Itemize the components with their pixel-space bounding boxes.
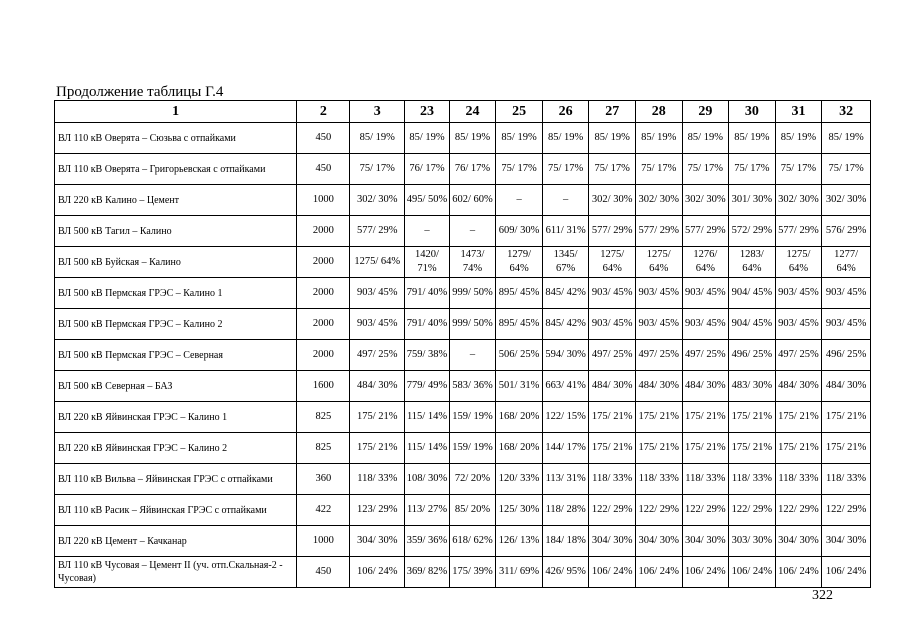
load-cell: 106/ 24% xyxy=(635,557,682,588)
table-row xyxy=(55,247,871,278)
load-cell: 106/ 24% xyxy=(682,557,729,588)
load-cell: 311/ 69% xyxy=(496,557,543,588)
load-cell: 122/ 29% xyxy=(729,495,776,526)
capacity-cell: 1600 xyxy=(297,371,350,402)
load-cell: 106/ 24% xyxy=(775,557,822,588)
load-cell: 845/ 42% xyxy=(542,278,589,309)
load-cell: 76/ 17% xyxy=(449,154,496,185)
line-name-cell: ВЛ 110 кВ Вильва – Яйвинская ГРЭС с отпайками xyxy=(55,464,297,495)
load-cell: 791/ 40% xyxy=(405,278,449,309)
load-cell: 175/ 21% xyxy=(775,402,822,433)
load-cell: 903/ 45% xyxy=(822,309,871,340)
line-name-cell: ВЛ 220 кВ Калино – Цемент xyxy=(55,185,297,216)
load-cell: 168/ 20% xyxy=(496,433,543,464)
load-cell: 115/ 14% xyxy=(405,402,449,433)
line-name-cell: ВЛ 500 кВ Пермская ГРЭС – Калино 2 xyxy=(55,309,297,340)
load-cell: 663/ 41% xyxy=(542,371,589,402)
load-cell: 602/ 60% xyxy=(449,185,496,216)
load-cell: 175/ 21% xyxy=(350,402,405,433)
load-cell: 301/ 30% xyxy=(729,185,776,216)
load-cell: 85/ 19% xyxy=(589,123,636,154)
load-cell: 120/ 33% xyxy=(496,464,543,495)
load-cell: 85/ 20% xyxy=(449,495,496,526)
load-cell: 999/ 50% xyxy=(449,309,496,340)
load-cell: 122/ 29% xyxy=(682,495,729,526)
load-cell: 1420/ 71% xyxy=(405,247,449,278)
load-cell: 999/ 50% xyxy=(449,278,496,309)
table-row xyxy=(55,309,871,340)
load-cell: 75/ 17% xyxy=(635,154,682,185)
load-cell: 484/ 30% xyxy=(635,371,682,402)
load-cell: 75/ 17% xyxy=(729,154,776,185)
line-name-cell: ВЛ 220 кВ Яйвинская ГРЭС – Калино 1 xyxy=(55,402,297,433)
load-cell: 572/ 29% xyxy=(729,216,776,247)
load-cell: 577/ 29% xyxy=(682,216,729,247)
load-cell: 75/ 17% xyxy=(589,154,636,185)
load-cell: 175/ 21% xyxy=(635,402,682,433)
load-cell: 85/ 19% xyxy=(542,123,589,154)
load-cell: 75/ 17% xyxy=(542,154,589,185)
load-cell: 85/ 19% xyxy=(635,123,682,154)
load-cell: 1275/ 64% xyxy=(635,247,682,278)
capacity-cell: 422 xyxy=(297,495,350,526)
table-row xyxy=(55,557,871,588)
capacity-cell: 1000 xyxy=(297,526,350,557)
load-cell: 106/ 24% xyxy=(729,557,776,588)
load-cell: 577/ 29% xyxy=(589,216,636,247)
load-cell: 118/ 33% xyxy=(822,464,871,495)
column-header: 29 xyxy=(682,101,729,123)
load-cell: 122/ 15% xyxy=(542,402,589,433)
load-cell: 576/ 29% xyxy=(822,216,871,247)
table-row xyxy=(55,123,871,154)
load-cell: 791/ 40% xyxy=(405,309,449,340)
load-cell: – xyxy=(449,340,496,371)
load-cell: 175/ 21% xyxy=(822,402,871,433)
column-header: 24 xyxy=(449,101,496,123)
load-cell: 903/ 45% xyxy=(350,278,405,309)
load-cell: 106/ 24% xyxy=(822,557,871,588)
load-cell: 85/ 19% xyxy=(775,123,822,154)
load-cell: 144/ 17% xyxy=(542,433,589,464)
capacity-cell: 2000 xyxy=(297,216,350,247)
load-cell: 303/ 30% xyxy=(729,526,776,557)
line-name-cell: ВЛ 110 кВ Оверята – Григорьевская с отпайками xyxy=(55,154,297,185)
capacity-cell: 450 xyxy=(297,123,350,154)
load-cell: 903/ 45% xyxy=(682,278,729,309)
load-cell: 1275/ 64% xyxy=(775,247,822,278)
line-name-cell: ВЛ 500 кВ Тагил – Калино xyxy=(55,216,297,247)
load-cell: 304/ 30% xyxy=(682,526,729,557)
load-cell: 903/ 45% xyxy=(775,278,822,309)
table-header-row xyxy=(55,101,871,123)
load-cell: 302/ 30% xyxy=(775,185,822,216)
column-header: 27 xyxy=(589,101,636,123)
load-cell: 1283/ 64% xyxy=(729,247,776,278)
capacity-cell: 360 xyxy=(297,464,350,495)
load-cell: 497/ 25% xyxy=(775,340,822,371)
load-cell: 85/ 19% xyxy=(449,123,496,154)
load-cell: 85/ 19% xyxy=(682,123,729,154)
load-cell: 85/ 19% xyxy=(350,123,405,154)
load-cell: 118/ 33% xyxy=(589,464,636,495)
load-cell: 611/ 31% xyxy=(542,216,589,247)
table-row xyxy=(55,185,871,216)
column-header: 2 xyxy=(297,101,350,123)
load-cell: – xyxy=(405,216,449,247)
load-cell: 903/ 45% xyxy=(635,309,682,340)
load-cell: 115/ 14% xyxy=(405,433,449,464)
load-cell: 118/ 33% xyxy=(682,464,729,495)
load-cell: 122/ 29% xyxy=(635,495,682,526)
load-cell: 359/ 36% xyxy=(405,526,449,557)
load-cell: 483/ 30% xyxy=(729,371,776,402)
load-cell: 484/ 30% xyxy=(775,371,822,402)
table-row xyxy=(55,154,871,185)
table-row xyxy=(55,526,871,557)
load-cell: 122/ 29% xyxy=(775,495,822,526)
load-cell: 175/ 21% xyxy=(682,402,729,433)
load-cell: 903/ 45% xyxy=(589,309,636,340)
load-cell: 577/ 29% xyxy=(775,216,822,247)
load-cell: 159/ 19% xyxy=(449,402,496,433)
page-number: 322 xyxy=(812,588,833,603)
load-cell: 609/ 30% xyxy=(496,216,543,247)
load-cell: 168/ 20% xyxy=(496,402,543,433)
capacity-cell: 2000 xyxy=(297,278,350,309)
load-cell: 304/ 30% xyxy=(350,526,405,557)
load-cell: 175/ 21% xyxy=(350,433,405,464)
load-cell: 304/ 30% xyxy=(589,526,636,557)
capacity-cell: 2000 xyxy=(297,340,350,371)
table-row xyxy=(55,216,871,247)
load-cell: 72/ 20% xyxy=(449,464,496,495)
load-cell: 75/ 17% xyxy=(822,154,871,185)
table-row xyxy=(55,371,871,402)
load-cell: 175/ 21% xyxy=(729,433,776,464)
table-row xyxy=(55,402,871,433)
load-cell: 75/ 17% xyxy=(682,154,729,185)
load-cell: 302/ 30% xyxy=(822,185,871,216)
load-cell: 845/ 42% xyxy=(542,309,589,340)
load-cell: 175/ 21% xyxy=(822,433,871,464)
load-cell: 122/ 29% xyxy=(589,495,636,526)
load-cell: 76/ 17% xyxy=(405,154,449,185)
load-cell: 85/ 19% xyxy=(405,123,449,154)
load-cell: 497/ 25% xyxy=(635,340,682,371)
capacity-cell: 825 xyxy=(297,402,350,433)
load-cell: 895/ 45% xyxy=(496,278,543,309)
load-cell: 497/ 25% xyxy=(589,340,636,371)
load-cell: – xyxy=(449,216,496,247)
load-cell: 903/ 45% xyxy=(682,309,729,340)
table-row xyxy=(55,278,871,309)
load-cell: 583/ 36% xyxy=(449,371,496,402)
line-name-cell: ВЛ 500 кВ Буйская – Калино xyxy=(55,247,297,278)
load-cell: 85/ 19% xyxy=(729,123,776,154)
load-cell: 577/ 29% xyxy=(350,216,405,247)
line-name-cell: ВЛ 110 кВ Оверята – Сюзьва с отпайками xyxy=(55,123,297,154)
load-cell: 496/ 25% xyxy=(822,340,871,371)
load-cell: 118/ 33% xyxy=(635,464,682,495)
load-cell: 175/ 21% xyxy=(775,433,822,464)
load-cell: 122/ 29% xyxy=(822,495,871,526)
load-cell: 506/ 25% xyxy=(496,340,543,371)
load-cell: – xyxy=(542,185,589,216)
load-cell: 903/ 45% xyxy=(775,309,822,340)
load-cell: 184/ 18% xyxy=(542,526,589,557)
load-cell: 497/ 25% xyxy=(682,340,729,371)
load-cell: 302/ 30% xyxy=(682,185,729,216)
load-cell: 1277/ 64% xyxy=(822,247,871,278)
table-body xyxy=(55,123,871,588)
column-header: 23 xyxy=(405,101,449,123)
load-cell: 903/ 45% xyxy=(589,278,636,309)
column-header: 25 xyxy=(496,101,543,123)
load-cell: 159/ 19% xyxy=(449,433,496,464)
load-cell: 175/ 21% xyxy=(682,433,729,464)
load-cell: 618/ 62% xyxy=(449,526,496,557)
load-cell: 75/ 17% xyxy=(496,154,543,185)
load-cell: 1275/ 64% xyxy=(589,247,636,278)
load-cell: 903/ 45% xyxy=(822,278,871,309)
capacity-cell: 450 xyxy=(297,154,350,185)
load-cell: 85/ 19% xyxy=(822,123,871,154)
load-cell: 495/ 50% xyxy=(405,185,449,216)
load-cell: 118/ 33% xyxy=(775,464,822,495)
column-header: 28 xyxy=(635,101,682,123)
load-cell: 302/ 30% xyxy=(635,185,682,216)
column-header: 32 xyxy=(822,101,871,123)
table-caption: Продолжение таблицы Г.4 xyxy=(56,84,224,100)
load-cell: 113/ 27% xyxy=(405,495,449,526)
table-row xyxy=(55,340,871,371)
load-cell: 302/ 30% xyxy=(350,185,405,216)
load-cell: 484/ 30% xyxy=(589,371,636,402)
load-cell: 113/ 31% xyxy=(542,464,589,495)
load-cell: 759/ 38% xyxy=(405,340,449,371)
load-cell: 895/ 45% xyxy=(496,309,543,340)
load-cell: 1275/ 64% xyxy=(350,247,405,278)
load-cell: 175/ 21% xyxy=(589,433,636,464)
load-cell: 125/ 30% xyxy=(496,495,543,526)
line-name-cell: ВЛ 500 кВ Северная – БАЗ xyxy=(55,371,297,402)
capacity-cell: 825 xyxy=(297,433,350,464)
load-cell: 304/ 30% xyxy=(775,526,822,557)
load-cell: 904/ 45% xyxy=(729,278,776,309)
load-cell: 175/ 39% xyxy=(449,557,496,588)
load-cell: 484/ 30% xyxy=(350,371,405,402)
load-cell: 577/ 29% xyxy=(635,216,682,247)
column-header: 3 xyxy=(350,101,405,123)
load-cell: 123/ 29% xyxy=(350,495,405,526)
load-cell: 779/ 49% xyxy=(405,371,449,402)
load-cell: 118/ 28% xyxy=(542,495,589,526)
load-cell: 75/ 17% xyxy=(350,154,405,185)
load-cell: 426/ 95% xyxy=(542,557,589,588)
load-cell: 175/ 21% xyxy=(635,433,682,464)
load-cell: 302/ 30% xyxy=(589,185,636,216)
capacity-cell: 450 xyxy=(297,557,350,588)
load-cell: 369/ 82% xyxy=(405,557,449,588)
capacity-cell: 2000 xyxy=(297,247,350,278)
load-cell: 118/ 33% xyxy=(350,464,405,495)
column-header: 31 xyxy=(775,101,822,123)
line-name-cell: ВЛ 500 кВ Пермская ГРЭС – Северная xyxy=(55,340,297,371)
load-cell: 501/ 31% xyxy=(496,371,543,402)
load-cell: 108/ 30% xyxy=(405,464,449,495)
line-name-cell: ВЛ 110 кВ Расик – Яйвинская ГРЭС с отпайками xyxy=(55,495,297,526)
load-cell: 106/ 24% xyxy=(589,557,636,588)
load-cell: 904/ 45% xyxy=(729,309,776,340)
data-table xyxy=(54,100,871,588)
load-cell: 304/ 30% xyxy=(635,526,682,557)
table-row xyxy=(55,495,871,526)
load-cell: 484/ 30% xyxy=(822,371,871,402)
load-cell: 175/ 21% xyxy=(589,402,636,433)
load-cell: 304/ 30% xyxy=(822,526,871,557)
line-name-cell: ВЛ 220 кВ Яйвинская ГРЭС – Калино 2 xyxy=(55,433,297,464)
load-cell: 106/ 24% xyxy=(350,557,405,588)
line-name-cell: ВЛ 500 кВ Пермская ГРЭС – Калино 1 xyxy=(55,278,297,309)
capacity-cell: 1000 xyxy=(297,185,350,216)
load-cell: 1345/ 67% xyxy=(542,247,589,278)
table-row xyxy=(55,464,871,495)
load-cell: 497/ 25% xyxy=(350,340,405,371)
load-cell: 85/ 19% xyxy=(496,123,543,154)
load-cell: 75/ 17% xyxy=(775,154,822,185)
load-cell: 903/ 45% xyxy=(350,309,405,340)
column-header: 26 xyxy=(542,101,589,123)
load-cell: 126/ 13% xyxy=(496,526,543,557)
load-cell: – xyxy=(496,185,543,216)
line-name-cell: ВЛ 220 кВ Цемент – Качканар xyxy=(55,526,297,557)
table-row xyxy=(55,433,871,464)
load-cell: 1279/ 64% xyxy=(496,247,543,278)
load-cell: 1473/ 74% xyxy=(449,247,496,278)
column-header: 30 xyxy=(729,101,776,123)
column-header: 1 xyxy=(55,101,297,123)
load-cell: 496/ 25% xyxy=(729,340,776,371)
load-cell: 175/ 21% xyxy=(729,402,776,433)
load-cell: 594/ 30% xyxy=(542,340,589,371)
load-cell: 484/ 30% xyxy=(682,371,729,402)
load-cell: 1276/ 64% xyxy=(682,247,729,278)
line-name-cell: ВЛ 110 кВ Чусовая – Цемент II (уч. отп.Скальная-2 - Чусовая) xyxy=(55,557,297,588)
load-cell: 903/ 45% xyxy=(635,278,682,309)
capacity-cell: 2000 xyxy=(297,309,350,340)
load-cell: 118/ 33% xyxy=(729,464,776,495)
